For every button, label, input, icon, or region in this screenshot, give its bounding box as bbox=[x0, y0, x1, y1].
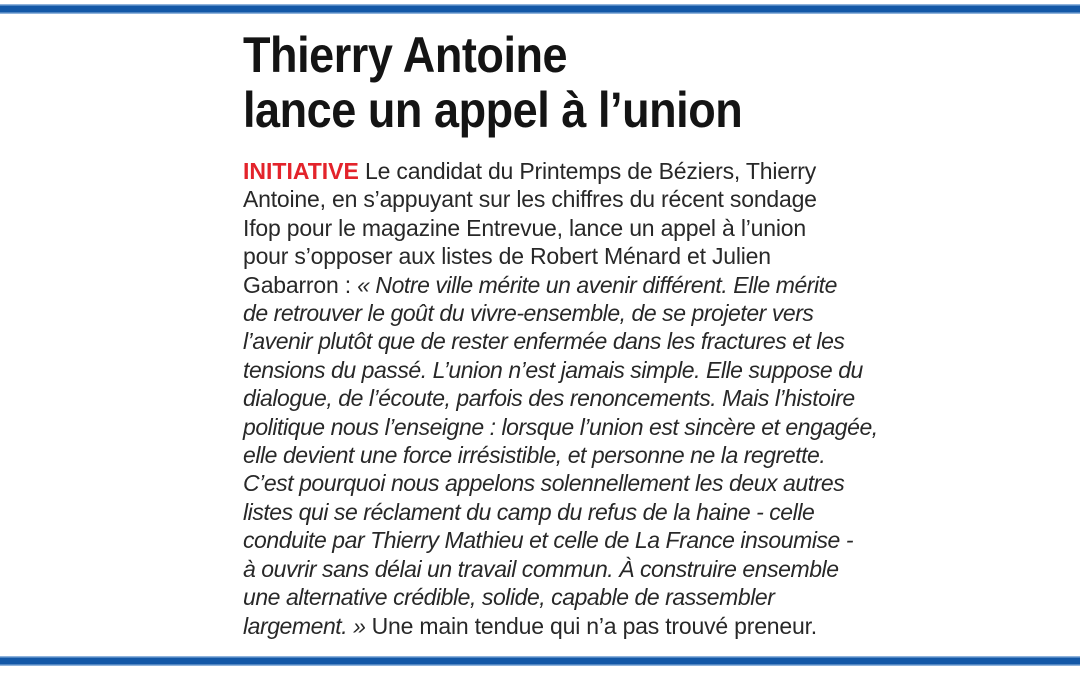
body-line bbox=[243, 413, 878, 441]
article-body bbox=[243, 157, 878, 640]
body-line bbox=[243, 612, 878, 640]
body-line bbox=[243, 583, 878, 611]
body-line bbox=[243, 157, 878, 185]
body-line bbox=[243, 327, 878, 355]
headline-line: lance un appel à l’union bbox=[243, 82, 743, 138]
body-line bbox=[243, 242, 878, 270]
bottom-rule bbox=[0, 656, 1080, 666]
body-segment: « Notre ville mérite un avenir différent. Elle mérite bbox=[357, 271, 837, 298]
headline-line: Thierry Antoine bbox=[243, 27, 568, 83]
body-segment: pour s’opposer aux listes de Robert Ménard et Julien bbox=[243, 243, 771, 270]
kicker-label: INITIATIVE bbox=[243, 158, 359, 184]
body-segment: une alternative crédible, solide, capable de rassembler bbox=[243, 584, 775, 611]
body-line bbox=[243, 555, 878, 583]
body-segment: conduite par Thierry Mathieu et celle de La France insoumise - bbox=[243, 527, 854, 554]
news-article bbox=[243, 27, 1023, 639]
body-segment: l’avenir plutôt que de rester enfermée dans les fractures et les bbox=[243, 328, 845, 355]
body-segment: listes qui se réclament du camp du refus de la haine - celle bbox=[243, 498, 815, 525]
body-line bbox=[243, 441, 878, 469]
top-rule bbox=[0, 4, 1080, 14]
body-segment: elle devient une force irrésistible, et personne ne la regrette. bbox=[243, 442, 826, 469]
body-segment: dialogue, de l’écoute, parfois des renoncements. Mais l’histoire bbox=[243, 385, 855, 412]
body-line bbox=[243, 526, 878, 554]
body-segment: C’est pourquoi nous appelons solennellement les deux autres bbox=[243, 470, 845, 497]
body-segment: tensions du passé. L’union n’est jamais simple. Elle suppose du bbox=[243, 356, 863, 383]
body-line bbox=[243, 469, 878, 497]
body-line bbox=[243, 185, 878, 213]
body-segment: Une main tendue qui n’a pas trouvé preneur. bbox=[365, 612, 817, 639]
body-line bbox=[243, 271, 878, 299]
body-segment: politique nous l’enseigne : lorsque l’union est sincère et engagée, bbox=[243, 413, 878, 440]
body-line bbox=[243, 498, 878, 526]
body-line bbox=[243, 214, 878, 242]
body-segment: de retrouver le goût du vivre-ensemble, de se projeter vers bbox=[243, 300, 814, 327]
body-segment: à ouvrir sans délai un travail commun. À construire ensemble bbox=[243, 555, 839, 582]
body-segment: Antoine, en s’appuyant sur les chiffres du récent sondage bbox=[243, 186, 817, 213]
body-line bbox=[243, 356, 878, 384]
body-segment: largement. » bbox=[243, 612, 366, 639]
body-segment: Ifop pour le magazine Entrevue, lance un appel à l’union bbox=[243, 214, 806, 241]
body-line bbox=[243, 299, 878, 327]
body-line bbox=[243, 384, 878, 412]
body-segment: Gabarron : bbox=[243, 271, 358, 298]
headline bbox=[243, 28, 945, 138]
body-segment: Le candidat du Printemps de Béziers, Thierry bbox=[358, 158, 817, 184]
